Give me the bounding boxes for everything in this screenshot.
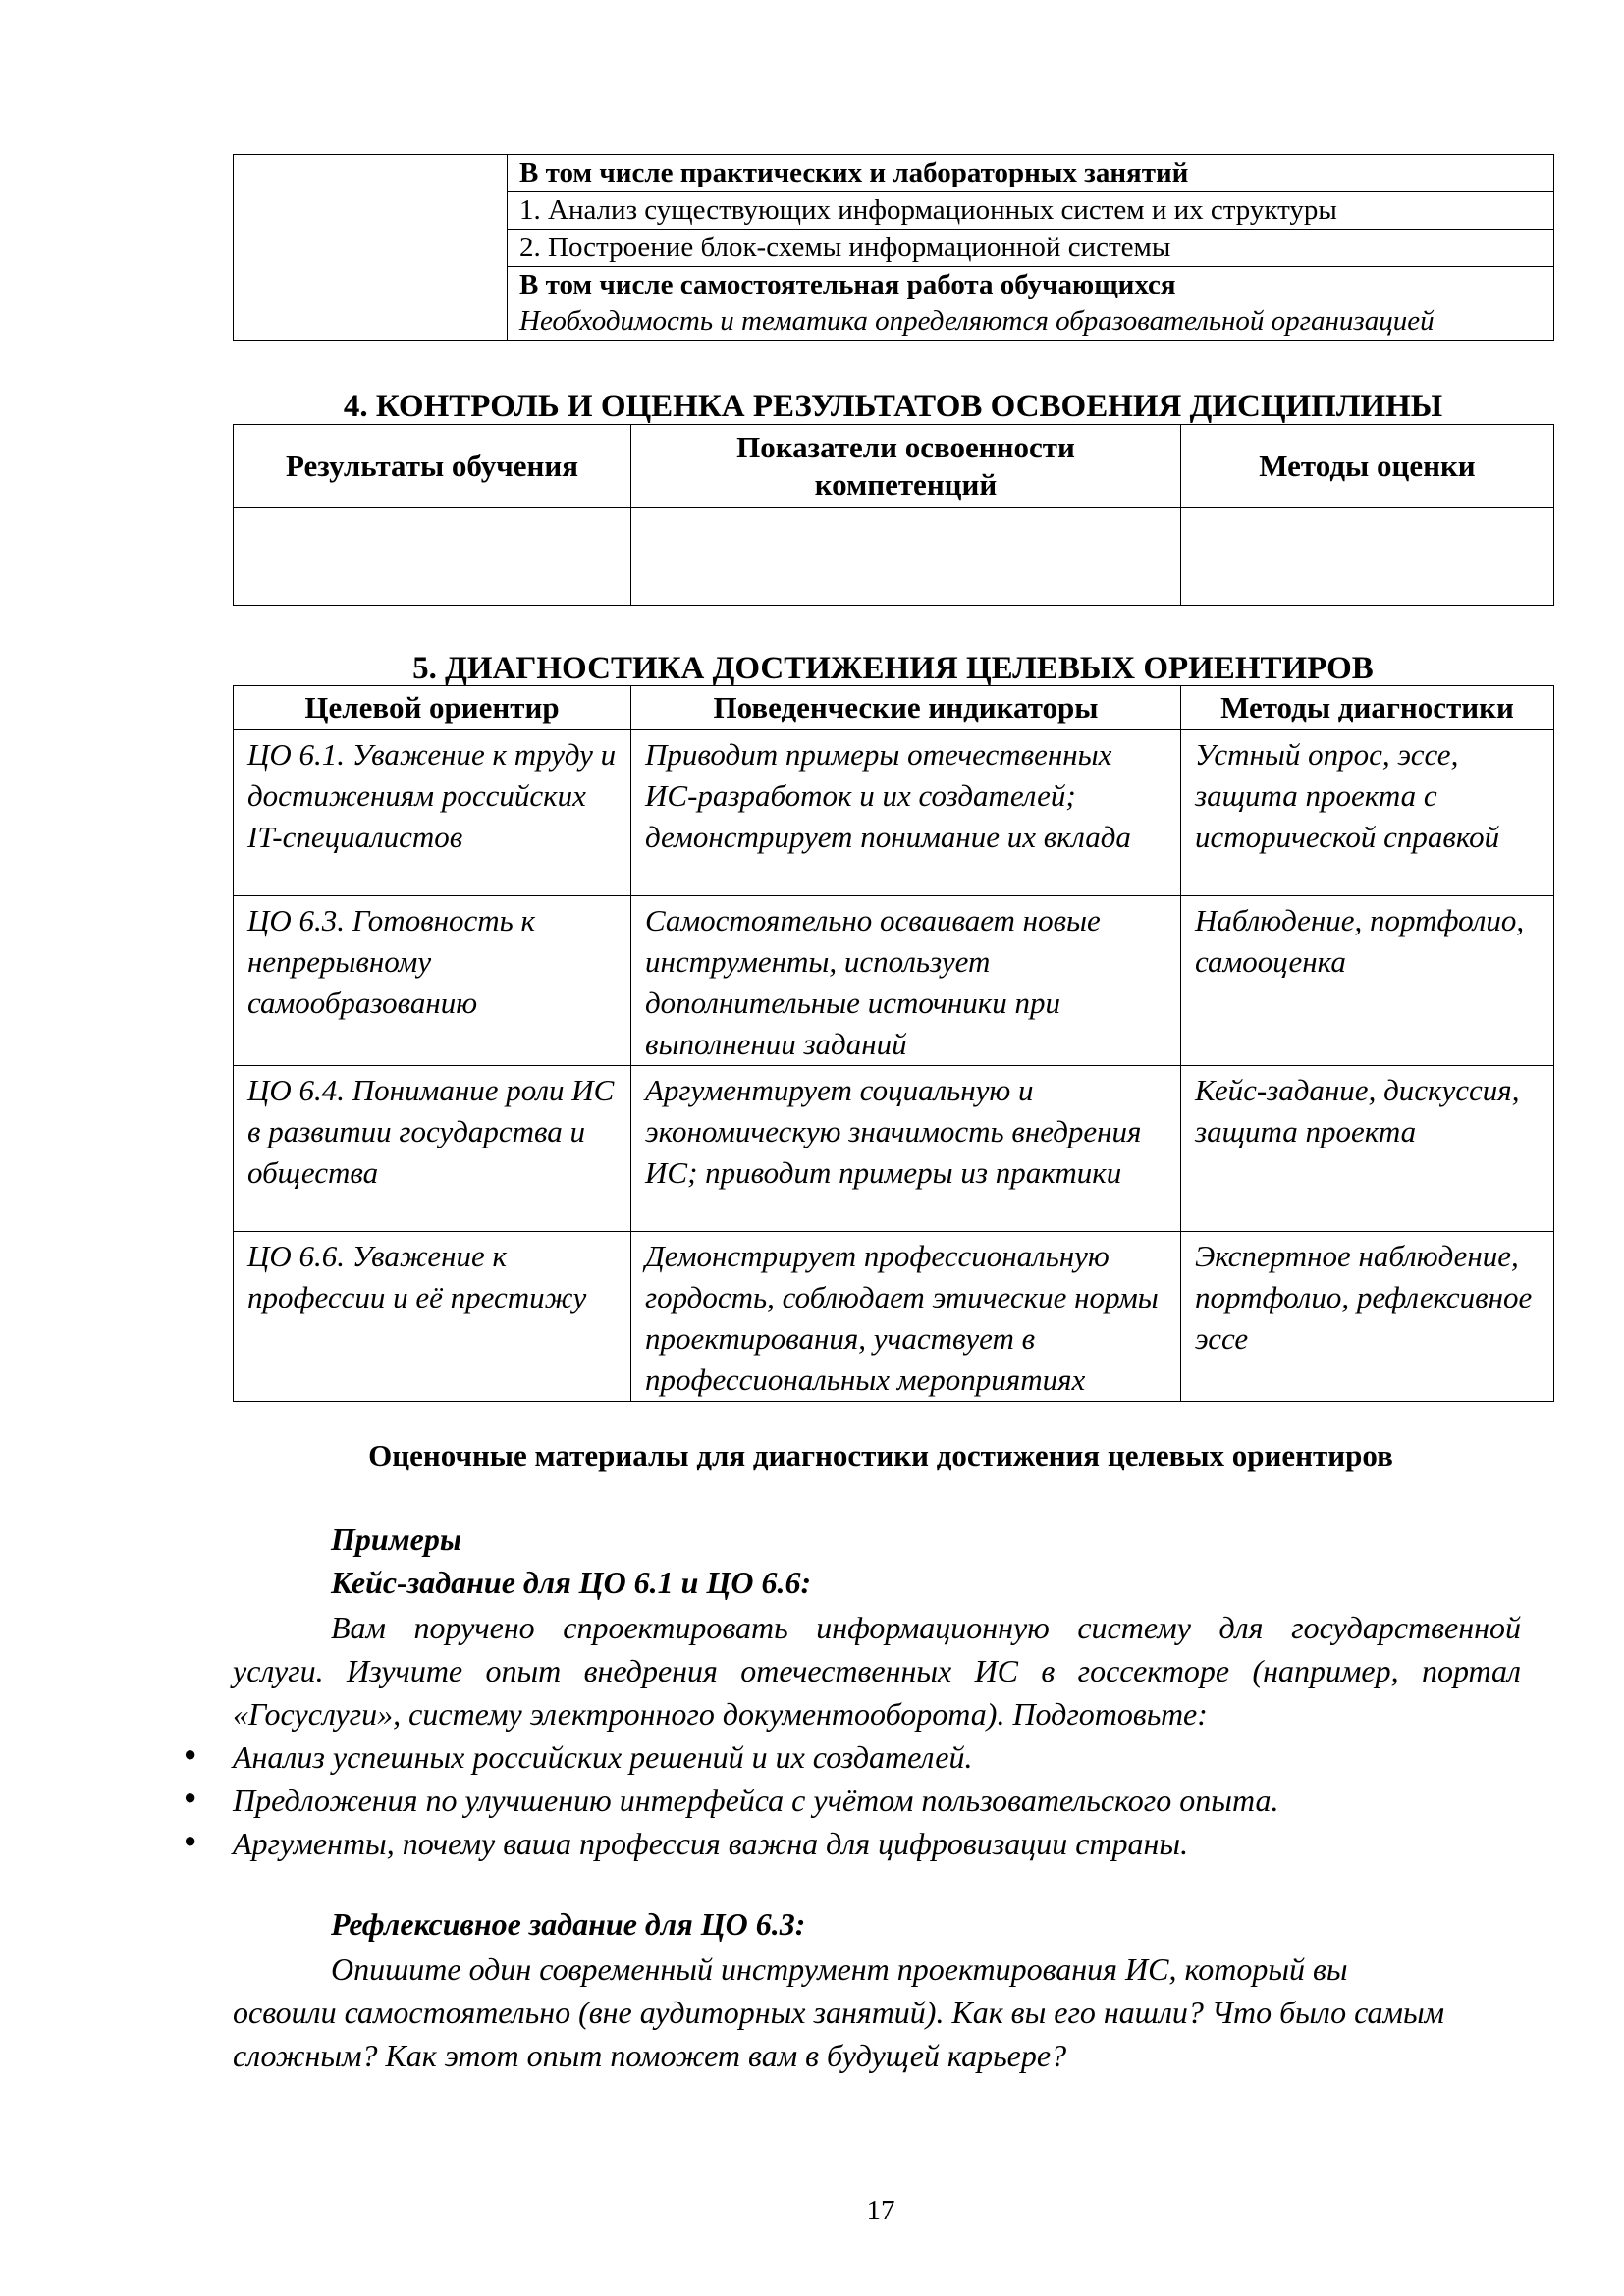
header-target: Целевой ориентир xyxy=(234,686,631,730)
target-cell: ЦО 6.6. Уважение к профессии и её престижу xyxy=(234,1232,631,1402)
reflex-title: Рефлексивное задание для ЦО 6.3: xyxy=(331,1906,806,1942)
table1-row: В том числе практических и лабораторных занятий xyxy=(508,155,1554,192)
diagnostics-table xyxy=(233,685,1554,1402)
empty-cell xyxy=(631,508,1181,606)
indicator-cell: Самостоятельно осваивает новые инструменты, использует дополнительные источники при выполнении заданий xyxy=(631,896,1181,1066)
empty-cell xyxy=(234,508,631,606)
table-row xyxy=(234,1066,1554,1232)
continuation-table xyxy=(233,154,1554,341)
target-cell: ЦО 6.3. Готовность к непрерывному самообразованию xyxy=(234,896,631,1066)
table1-row: Необходимость и тематика определяются образовательной организацией xyxy=(508,303,1554,341)
bullet-icon: ● xyxy=(184,1741,197,1766)
materials-title: Оценочные материалы для диагностики достижения целевых ориентиров xyxy=(368,1438,1393,1472)
indicator-cell: Аргументирует социальную и экономическую значимость внедрения ИС; приводит примеры из практики xyxy=(631,1066,1181,1232)
indicator-cell: Приводит примеры отечественных ИС-разработок и их создателей; демонстрирует понимание их вклада xyxy=(631,730,1181,896)
reflex-text-line: освоили самостоятельно (вне аудиторных занятий). Как вы его нашли? Что было самым xyxy=(233,1995,1445,2030)
table-row xyxy=(234,896,1554,1066)
target-cell: ЦО 6.4. Понимание роли ИС в развитии государства и общества xyxy=(234,1066,631,1232)
section5-title: 5. ДИАГНОСТИКА ДОСТИЖЕНИЯ ЦЕЛЕВЫХ ОРИЕНТИРОВ xyxy=(412,651,1374,686)
examples-label: Примеры xyxy=(331,1522,462,1557)
table1-row: 1. Анализ существующих информационных систем и их структуры xyxy=(508,192,1554,230)
header-methods: Методы оценки xyxy=(1181,425,1554,508)
header-results: Результаты обучения xyxy=(234,425,631,508)
section4-title: 4. КОНТРОЛЬ И ОЦЕНКА РЕЗУЛЬТАТОВ ОСВОЕНИЯ ДИСЦИПЛИНЫ xyxy=(343,389,1443,424)
list-item: Предложения по улучшению интерфейса с учётом пользовательского опыта. xyxy=(233,1783,1279,1818)
list-item: Аргументы, почему ваша профессия важна для цифровизации страны. xyxy=(233,1826,1189,1861)
case-text-line: услуги. Изучите опыт внедрения отечественных ИС в госсекторе (например, портал xyxy=(233,1653,1521,1688)
table1-row: В том числе самостоятельная работа обучающихся xyxy=(508,267,1554,304)
target-cell: ЦО 6.1. Уважение к труду и достижениям российских IT-специалистов xyxy=(234,730,631,896)
bullet-icon: ● xyxy=(184,1785,197,1809)
method-cell: Наблюдение, портфолио, самооценка xyxy=(1181,896,1554,1066)
reflex-text-line: сложным? Как этот опыт поможет вам в будущей карьере? xyxy=(233,2038,1067,2073)
empty-cell xyxy=(234,155,508,341)
header-diagnostics: Методы диагностики xyxy=(1181,686,1554,730)
header-behavior: Поведенческие индикаторы xyxy=(631,686,1181,730)
control-table xyxy=(233,424,1554,606)
case-text-line: «Госуслуги», систему электронного документооборота). Подготовьте: xyxy=(233,1696,1208,1732)
page-number: 17 xyxy=(866,2195,895,2226)
method-cell: Устный опрос, эссе, защита проекта с исторической справкой xyxy=(1181,730,1554,896)
table1-row: 2. Построение блок-схемы информационной системы xyxy=(508,230,1554,267)
list-item: Анализ успешных российских решений и их создателей. xyxy=(233,1739,973,1775)
table-row xyxy=(234,1232,1554,1402)
table-row xyxy=(234,730,1554,896)
method-cell: Экспертное наблюдение, портфолио, рефлексивное эссе xyxy=(1181,1232,1554,1402)
reflex-text-line: Опишите один современный инструмент проектирования ИС, который вы xyxy=(331,1951,1348,1987)
method-cell: Кейс-задание, дискуссия, защита проекта xyxy=(1181,1066,1554,1232)
indicator-cell: Демонстрирует профессиональную гордость, соблюдает этические нормы проектирования, участвует в профессиональных мероприятиях xyxy=(631,1232,1181,1402)
bullet-icon: ● xyxy=(184,1828,197,1852)
header-indicators: Показатели освоенности компетенций xyxy=(631,425,1181,508)
case-text-line: Вам поручено спроектировать информационную систему для государственной xyxy=(331,1610,1521,1645)
case-title: Кейс-задание для ЦО 6.1 и ЦО 6.6: xyxy=(331,1565,812,1600)
empty-cell xyxy=(1181,508,1554,606)
